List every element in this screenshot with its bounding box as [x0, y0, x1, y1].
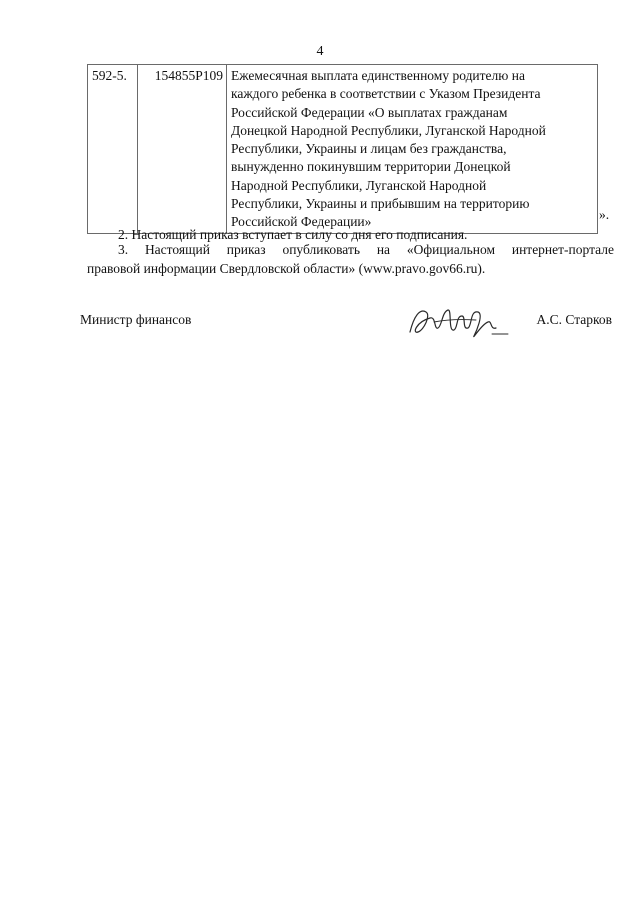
table-row — [88, 65, 598, 234]
paragraph-2: 2. Настоящий приказ вступает в силу со дня его подписания. — [118, 227, 468, 242]
description-line: вынужденно покинувшим территории Донецкой — [231, 159, 511, 175]
description-line: Народной Республики, Луганской Народной — [231, 177, 487, 193]
paragraph-3 — [87, 241, 614, 278]
description-line: Республики, Украины и прибывшим на территорию — [231, 196, 530, 212]
description-line: каждого ребенка в соответствии с Указом Президента — [231, 86, 541, 102]
description-line: Донецкой Народной Республики, Луганской Народной — [231, 122, 546, 138]
description-line: Российской Федерации» — [231, 214, 372, 230]
row-code-cell: 154855Р109 — [138, 65, 227, 234]
appendix-table — [87, 64, 598, 234]
table-closing-quote: ». — [599, 207, 610, 222]
description-line: Ежемесячная выплата единственному родителю на — [231, 68, 525, 83]
paragraph-3-line-1: 3. Настоящий приказ опубликовать на «Официальном интернет-портале — [118, 242, 614, 257]
description-line: Республики, Украины и лицам без гражданства, — [231, 141, 507, 157]
description-line: Российской Федерации «О выплатах гражданам — [231, 104, 508, 120]
signatory-title: Министр финансов — [80, 312, 192, 327]
handwritten-signature — [404, 302, 514, 342]
row-description-cell — [227, 65, 598, 234]
signatory-name: А.С. Старков — [536, 312, 612, 327]
signature-block — [80, 312, 612, 342]
page-number: 4 — [316, 44, 324, 59]
paragraph-3-line-2: правовой информации Свердловской области» (www.pravo.gov66.ru). — [87, 260, 486, 276]
row-number-cell: 592-5. — [88, 65, 138, 234]
